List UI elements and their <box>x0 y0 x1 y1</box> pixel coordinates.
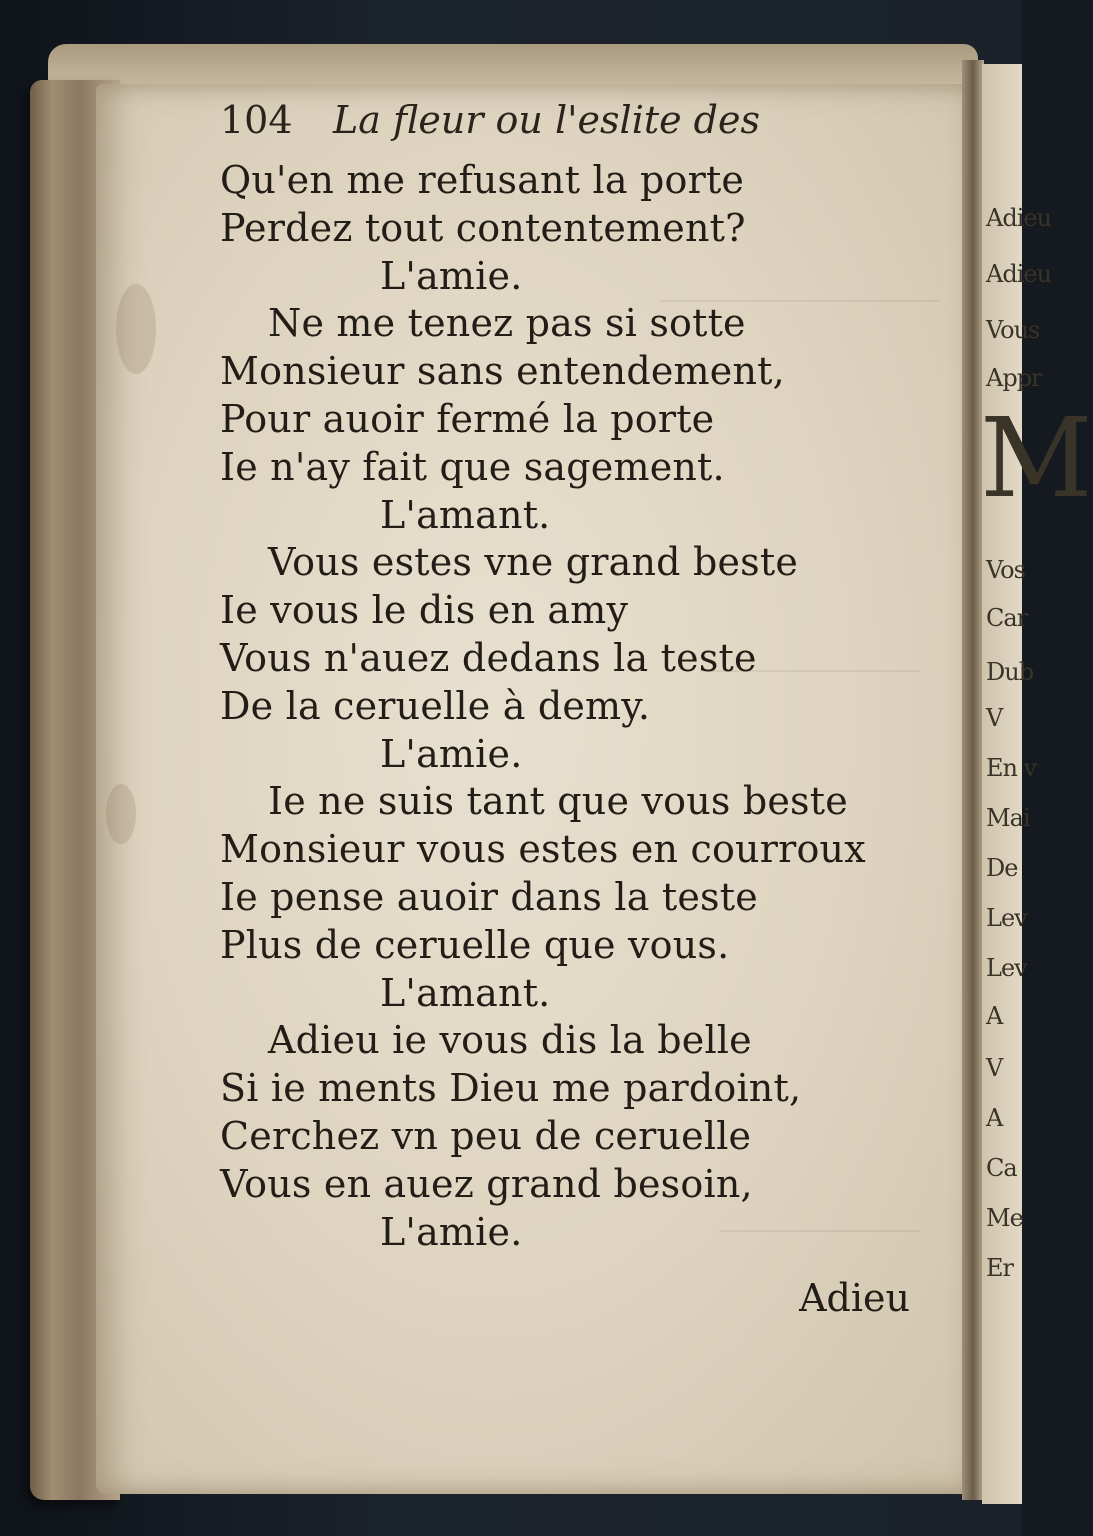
speaker-label: L'amant. <box>380 970 551 1015</box>
facing-page-fragment: A <box>986 1104 1003 1132</box>
verse-line: Vous estes vne grand beste <box>268 540 799 585</box>
verse-line: Plus de ceruelle que vous. <box>220 922 730 967</box>
speaker-label: L'amie. <box>380 731 523 776</box>
verse-line: Ie vous le dis en amy <box>220 588 629 633</box>
facing-page-fragment: Me <box>986 1204 1023 1232</box>
facing-page-fragment: Adieu <box>986 260 1052 288</box>
facing-page-fragment: Vous <box>986 316 1040 344</box>
facing-page-fragment: En v <box>986 754 1037 782</box>
facing-page-fragment: Vos <box>986 556 1025 584</box>
verse-line: Ie n'ay fait que sagement. <box>220 444 725 489</box>
facing-page-fragment: Ca <box>986 1154 1017 1182</box>
facing-page-fragment: Lev <box>986 954 1027 982</box>
facing-page-fragment: Mai <box>986 804 1030 832</box>
verse-line: Qu'en me refusant la porte <box>220 158 745 202</box>
verse-line: Ie pense auoir dans la teste <box>220 875 758 919</box>
verse-line: Ie ne suis tant que vous beste <box>268 779 848 824</box>
facing-page-fragment: Lev <box>986 904 1027 932</box>
facing-page-fragment: Appr <box>986 364 1042 392</box>
verse-line: Perdez tout contentement? <box>220 205 746 250</box>
verse-line: Si ie ments Dieu me pardoint, <box>220 1066 802 1111</box>
speaker-label: L'amant. <box>380 492 551 537</box>
verse-line: Pour auoir fermé la porte <box>220 397 715 441</box>
verse-line: Adieu ie vous dis la belle <box>268 1018 752 1063</box>
verse-line: Ne me tenez pas si sotte <box>268 301 746 346</box>
catchword: Adieu <box>799 1276 910 1320</box>
show-through <box>660 270 940 302</box>
page-number: 104 <box>220 98 293 142</box>
foxing-stain <box>116 284 156 374</box>
facing-page-fragment: A <box>986 1002 1003 1030</box>
facing-page-fragment: Adieu <box>986 204 1052 232</box>
verse-line: Vous en auez grand besoin, <box>220 1161 753 1206</box>
running-head: La fleur ou l'eslite des <box>333 98 760 142</box>
facing-page <box>980 64 1093 1504</box>
speaker-label: L'amie. <box>380 1209 523 1254</box>
facing-page-fragment: V <box>986 1054 1003 1082</box>
verse-line: Vous n'auez dedans la teste <box>220 636 757 680</box>
page-header <box>220 98 760 146</box>
facing-page-fragment: Car <box>986 604 1028 632</box>
verse-line: Monsieur sans entendement, <box>220 349 785 394</box>
verse-line: Cerchez vn peu de ceruelle <box>220 1114 752 1158</box>
facing-initial: M <box>980 394 1093 522</box>
book-gutter <box>962 60 984 1500</box>
facing-page-fragment: V <box>986 704 1003 732</box>
speaker-label: L'amie. <box>380 253 523 298</box>
facing-page-fragment: De <box>986 854 1018 882</box>
verse-line: De la ceruelle à demy. <box>220 683 651 728</box>
facing-page-fragment: Dub <box>986 658 1034 686</box>
verse-line: Monsieur vous estes en courroux <box>220 827 866 872</box>
facing-page-fragment: Er <box>986 1254 1013 1282</box>
foxing-stain <box>106 784 136 844</box>
